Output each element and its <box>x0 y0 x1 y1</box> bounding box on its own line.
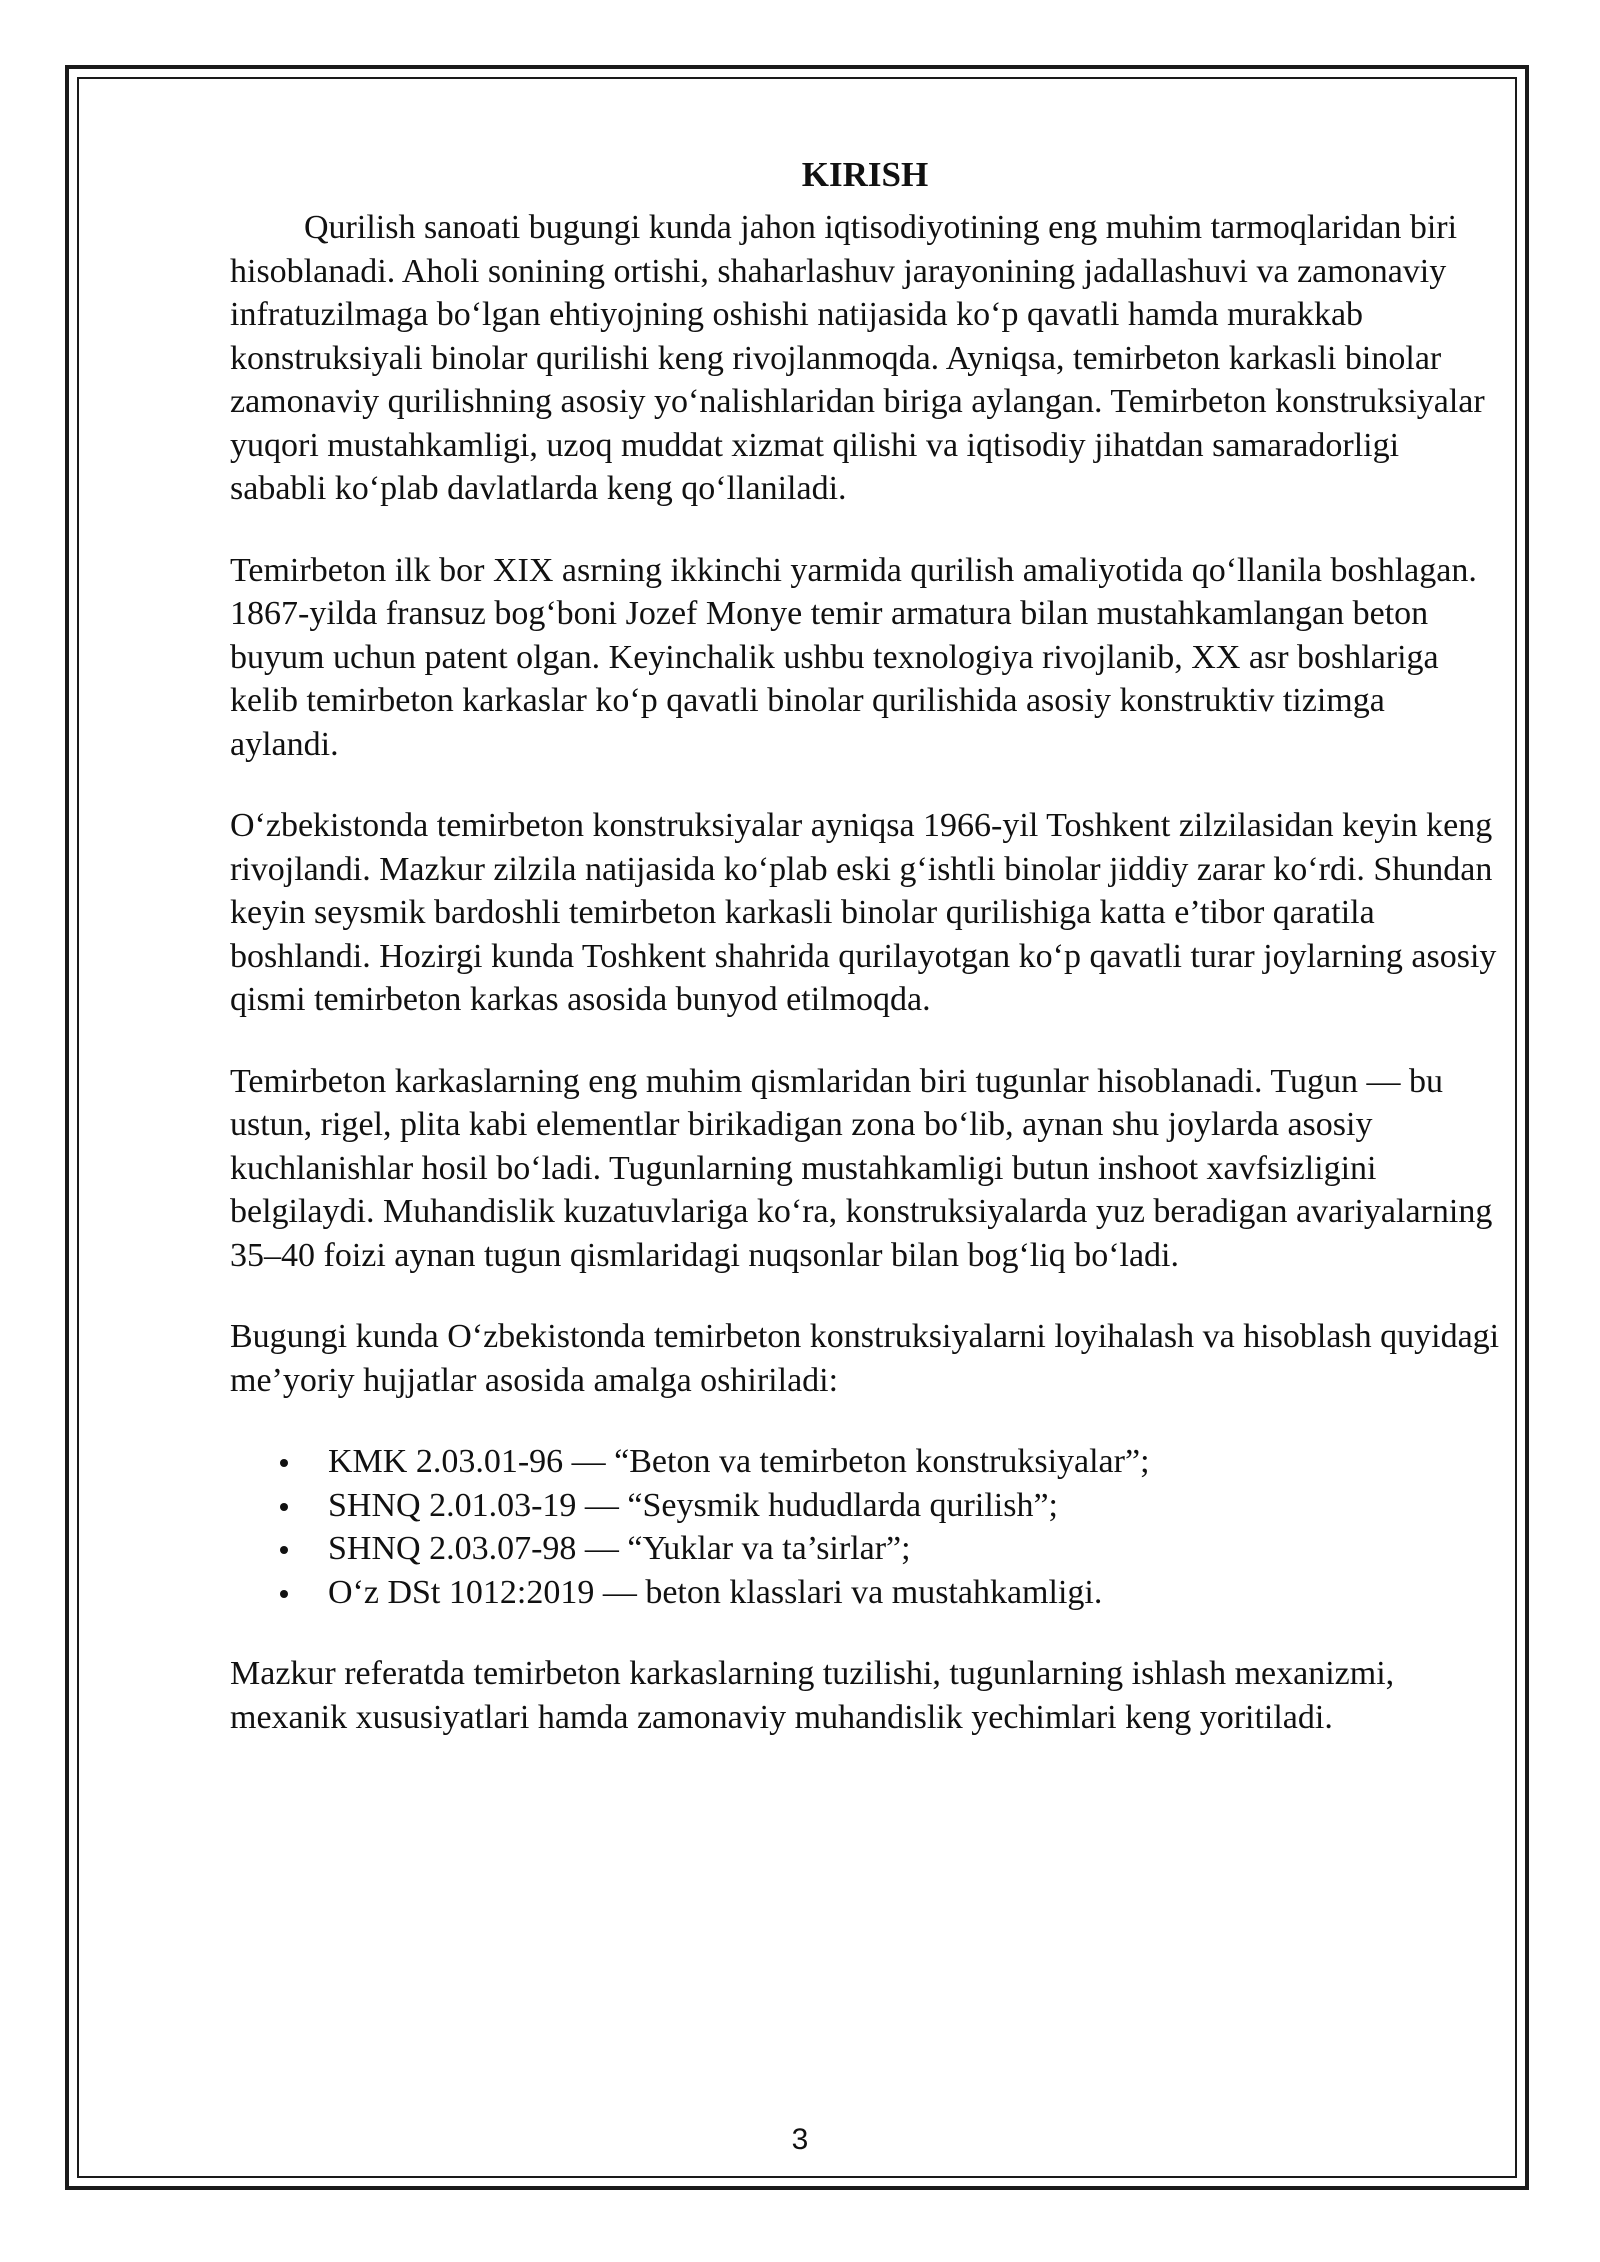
list-item <box>280 1440 1500 1484</box>
standards-list <box>230 1440 1500 1614</box>
section-title: KIRISH <box>801 155 929 194</box>
paragraph-history: Temirbeton ilk bor XIX asrning ikkinchi yarmida qurilish amaliyotida qo‘llanila boshlagan. 1867-yilda fransuz bog‘boni Jozef Monye temir armatura bilan mustahkamlangan beton buyum uchun patent olgan. Keyinchalik ushbu texnologiya rivojlanib, XX asr boshlariga kelib temirbeton karkaslar ko‘p qavatli binolar qurilishida asosiy konstruktiv tizimga aylandi. <box>230 551 1477 763</box>
page-number: 3 <box>791 2123 809 2156</box>
bullet-icon <box>280 1590 288 1598</box>
list-item <box>280 1527 1500 1571</box>
paragraph-standards-intro: Bugungi kunda O‘zbekistonda temirbeton konstruksiyalarni loyihalash va hisoblash quyidagi me’yoriy hujjatlar asosida amalga oshiriladi: <box>230 1318 1500 1399</box>
bullet-icon <box>280 1503 288 1511</box>
list-item-text: SHNQ 2.01.03-19 — “Seysmik hududlarda qurilish”; <box>328 1486 1058 1524</box>
list-item-text: SHNQ 2.03.07-98 — “Yuklar va ta’sirlar”; <box>328 1530 911 1567</box>
bullet-icon <box>280 1546 288 1554</box>
paragraph-closing: Mazkur referatda temirbeton karkaslarning tuzilishi, tugunlarning ishlash mexanizmi, mexanik xususiyatlari hamda zamonaviy muhandislik yechimlari keng yoritiladi. <box>230 1655 1395 1736</box>
paragraph-uzbekistan: O‘zbekistonda temirbeton konstruksiyalar ayniqsa 1966-yil Toshkent zilzilasidan keyin keng rivojlandi. Mazkur zilzila natijasida ko‘plab eski g‘ishtli binolar jiddiy zarar ko‘rdi. Shundan keyin seysmik bardoshli temirbeton karkasli binolar qurilishiga katta e’tibor qaratila boshlandi. Hozirgi kunda Toshkent shahrida qurilayotgan ko‘p qavatli turar joylarning asosiy qismi temirbeton karkas asosida bunyod etilmoqda. <box>230 807 1497 1018</box>
list-item <box>280 1484 1500 1528</box>
list-item-text: O‘z DSt 1012:2019 — beton klasslari va mustahkamligi. <box>328 1573 1103 1611</box>
paragraph-intro: Qurilish sanoati bugungi kunda jahon iqtisodiyotining eng muhim tarmoqlaridan biri hisoblanadi. Aholi sonining ortishi, shaharlashuv jarayonining jadallashuvi va zamonaviy infratuzilmaga bo‘lgan ehtiyojning oshishi natijasida ko‘p qavatli hamda murakkab konstruksiyali binolar qurilishi keng rivojlanmoqda. Ayniqsa, temirbeton karkasli binolar zamonaviy qurilishning asosiy yo‘nalishlaridan biriga aylangan. Temirbeton konstruksiyalar yuqori mustahkamligi, uzoq muddat xizmat qilishi va iqtisodiy jihatdan samaradorligi sababli ko‘plab davlatlarda keng qo‘llaniladi. <box>230 209 1485 507</box>
paragraph-joints: Temirbeton karkaslarning eng muhim qismlaridan biri tugunlar hisoblanadi. Tugun — bu ustun, rigel, plita kabi elementlar birikadigan zona bo‘lib, aynan shu joylarda asosiy kuchlanishlar hosil bo‘ladi. Tugunlarning mustahkamligi butun inshoot xavfsizligini belgilaydi. Muhandislik kuzatuvlariga ko‘ra, konstruksiyalarda yuz beradigan avariyalarning 35–40 foizi aynan tugun qismlaridagi nuqsonlar bilan bog‘liq bo‘ladi. <box>230 1062 1493 1274</box>
list-item-text: KMK 2.03.01-96 — “Beton va temirbeton konstruksiyalar”; <box>328 1443 1150 1480</box>
list-item <box>280 1571 1500 1615</box>
document-body <box>230 148 1500 1777</box>
bullet-icon <box>280 1459 288 1467</box>
